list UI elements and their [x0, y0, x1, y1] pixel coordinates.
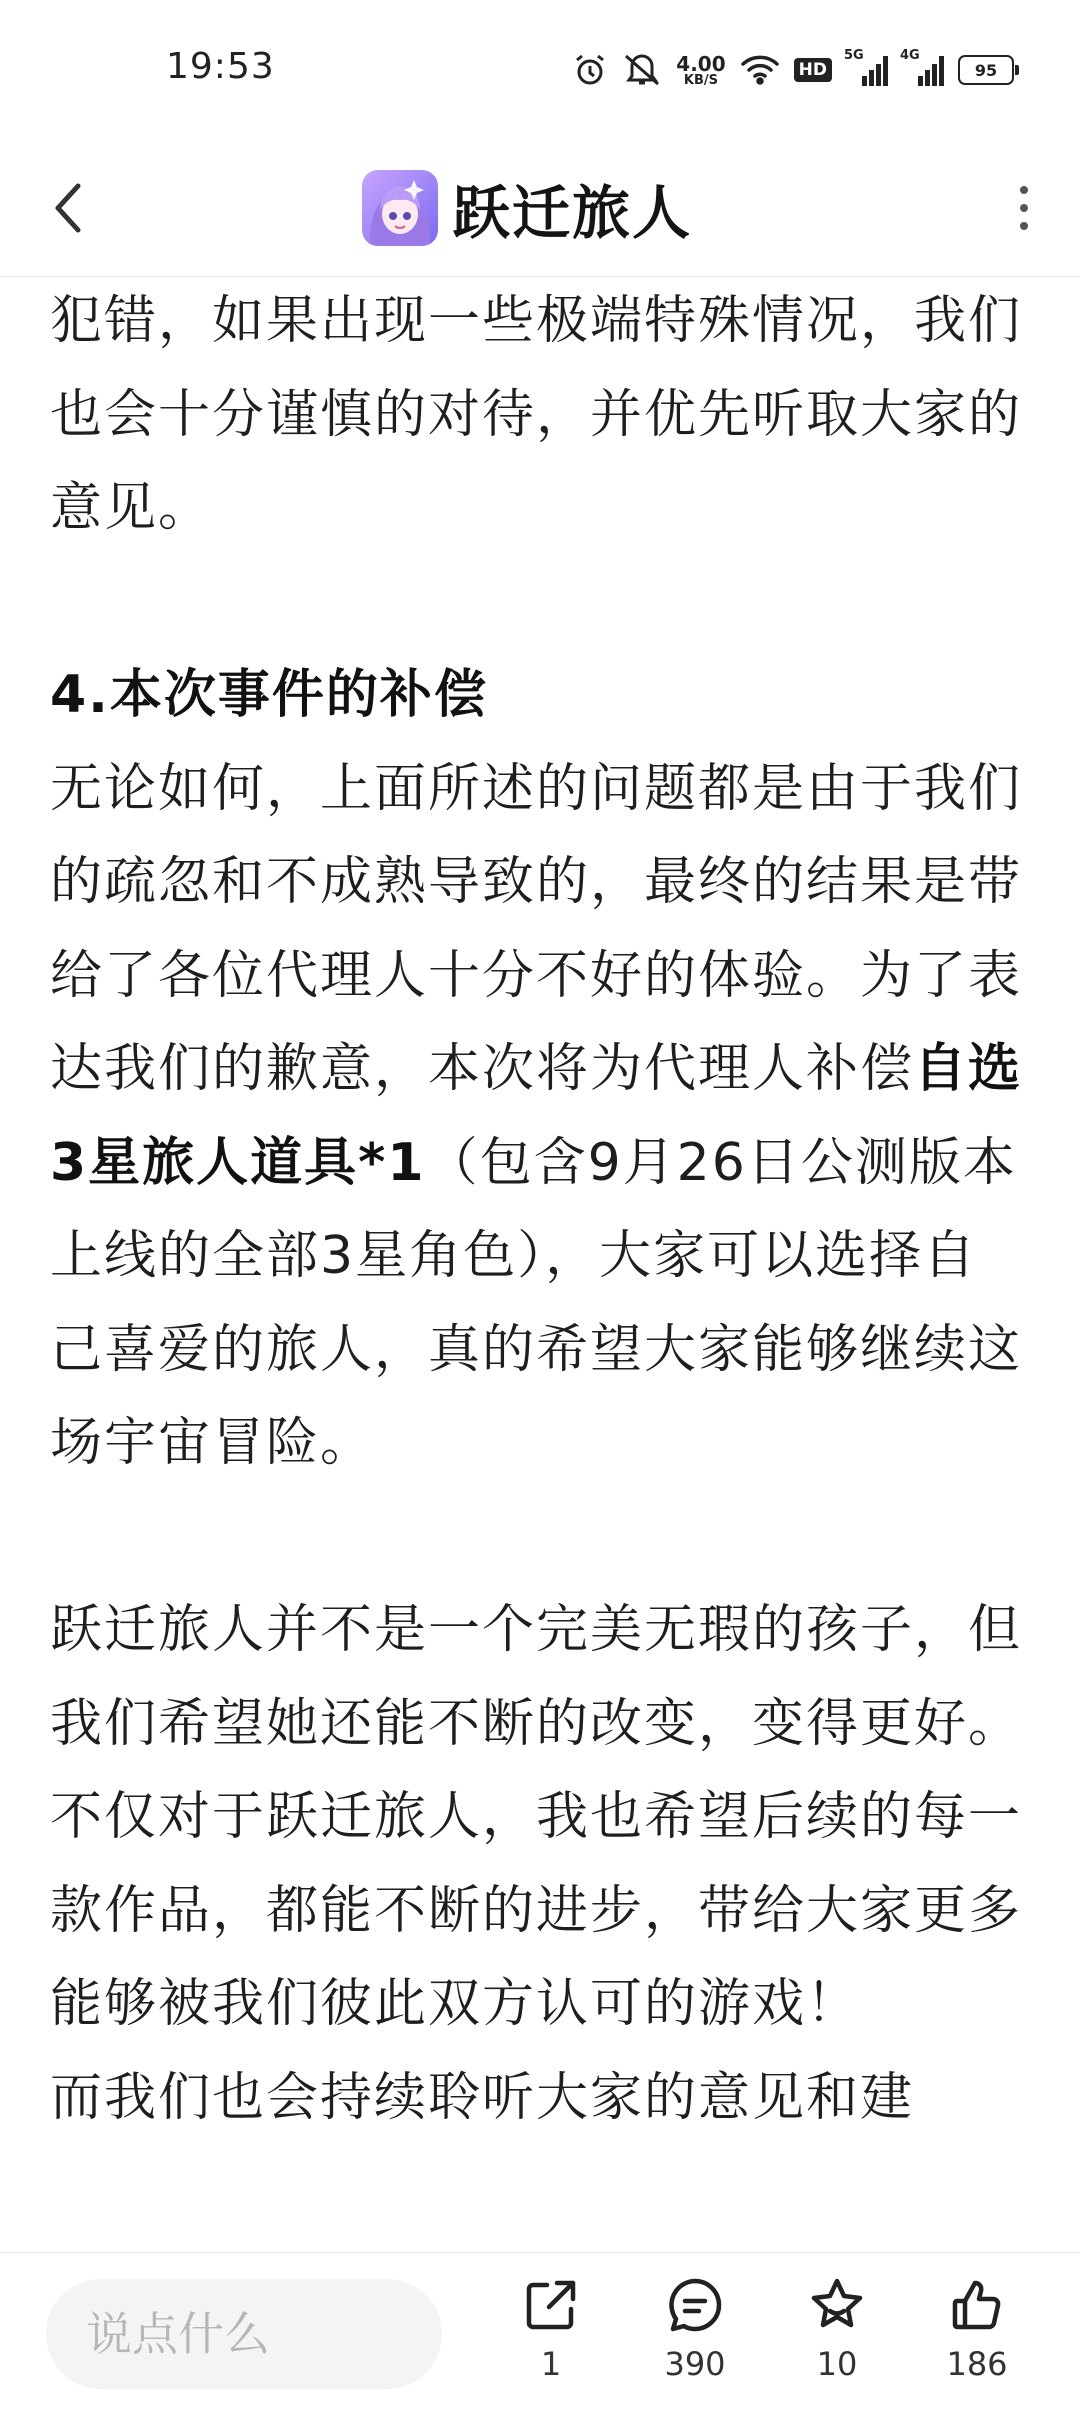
paragraph: 而我们也会持续聆听大家的意见和建	[50, 2067, 915, 2128]
title-bar	[0, 140, 1080, 277]
blank-line	[50, 556, 1030, 650]
signal-4g-icon	[900, 48, 944, 86]
title-group[interactable]	[362, 154, 692, 262]
alarm-icon	[572, 52, 608, 88]
share-button[interactable]	[496, 2275, 606, 2383]
status-time: 19:53	[166, 46, 275, 87]
chevron-left-icon	[48, 180, 88, 236]
page-title: 跃迁旅人	[452, 179, 693, 247]
status-bar	[0, 0, 1080, 140]
like-count: 186	[946, 2345, 1008, 2383]
signal-5g-icon	[844, 48, 888, 86]
like-button[interactable]	[922, 2275, 1032, 2383]
back-button[interactable]	[38, 178, 98, 238]
paragraph: 跃迁旅人并不是一个完美无瑕的孩子，但我们希望她还能不断的改变，变得更好。不仅对于跃迁旅人，我也希望后续的每一款作品，都能不断的进步，带给大家更多能够被我们彼此双方认可的游戏！	[50, 1600, 1023, 2034]
app-avatar[interactable]	[362, 170, 438, 246]
share-count: 1	[540, 2345, 562, 2383]
battery-icon: 95	[958, 55, 1014, 85]
signal-4g-label: 4G	[900, 48, 920, 63]
status-icons	[572, 48, 1014, 92]
thumbs-up-icon	[947, 2275, 1007, 2335]
article-body	[50, 275, 1030, 2253]
star-icon	[807, 2275, 867, 2335]
comment-button[interactable]	[640, 2275, 750, 2383]
favorite-button[interactable]	[782, 2275, 892, 2383]
paragraph	[50, 743, 1030, 1491]
more-vertical-icon	[1020, 186, 1028, 194]
comment-input[interactable]	[46, 2279, 442, 2389]
net-speed-value: 4.00	[676, 51, 726, 76]
paragraph-text: 无论如何，上面所述的问题都是由于我们的疏忽和不成熟导致的，最终的结果是带给了各位代理人十分不好的体验。为了表达我们的歉意，本次将为代理人补偿	[50, 758, 1023, 1099]
signal-5g-label: 5G	[844, 48, 864, 63]
more-options-button[interactable]	[996, 180, 1052, 236]
bold-text: 自选3星旅人道具*1	[50, 1039, 1023, 1193]
net-speed	[676, 51, 726, 88]
mute-icon	[622, 52, 662, 88]
section-heading-text: 4.本次事件的补偿	[50, 665, 488, 725]
favorite-count: 10	[816, 2345, 858, 2383]
hd-badge: HD	[794, 58, 832, 82]
blank-line	[50, 1491, 1030, 1585]
section-heading	[50, 649, 1030, 743]
comment-icon	[665, 2275, 725, 2335]
net-speed-unit: KB/S	[683, 72, 719, 88]
comment-count: 390	[664, 2345, 726, 2383]
paragraph: 犯错，如果出现一些极端特殊情况，我们也会十分谨慎的对待，并优先听取大家的意见。	[50, 291, 1023, 538]
wifi-icon	[740, 54, 780, 86]
paragraph-text: （包含9月26日公测版本上线的全部3星角色），大家可以选择自己喜爱的旅人，真的希望大家能够继续这场宇宙冒险。	[50, 1132, 1023, 1473]
share-icon	[521, 2275, 581, 2335]
bottom-action-bar	[0, 2252, 1080, 2413]
